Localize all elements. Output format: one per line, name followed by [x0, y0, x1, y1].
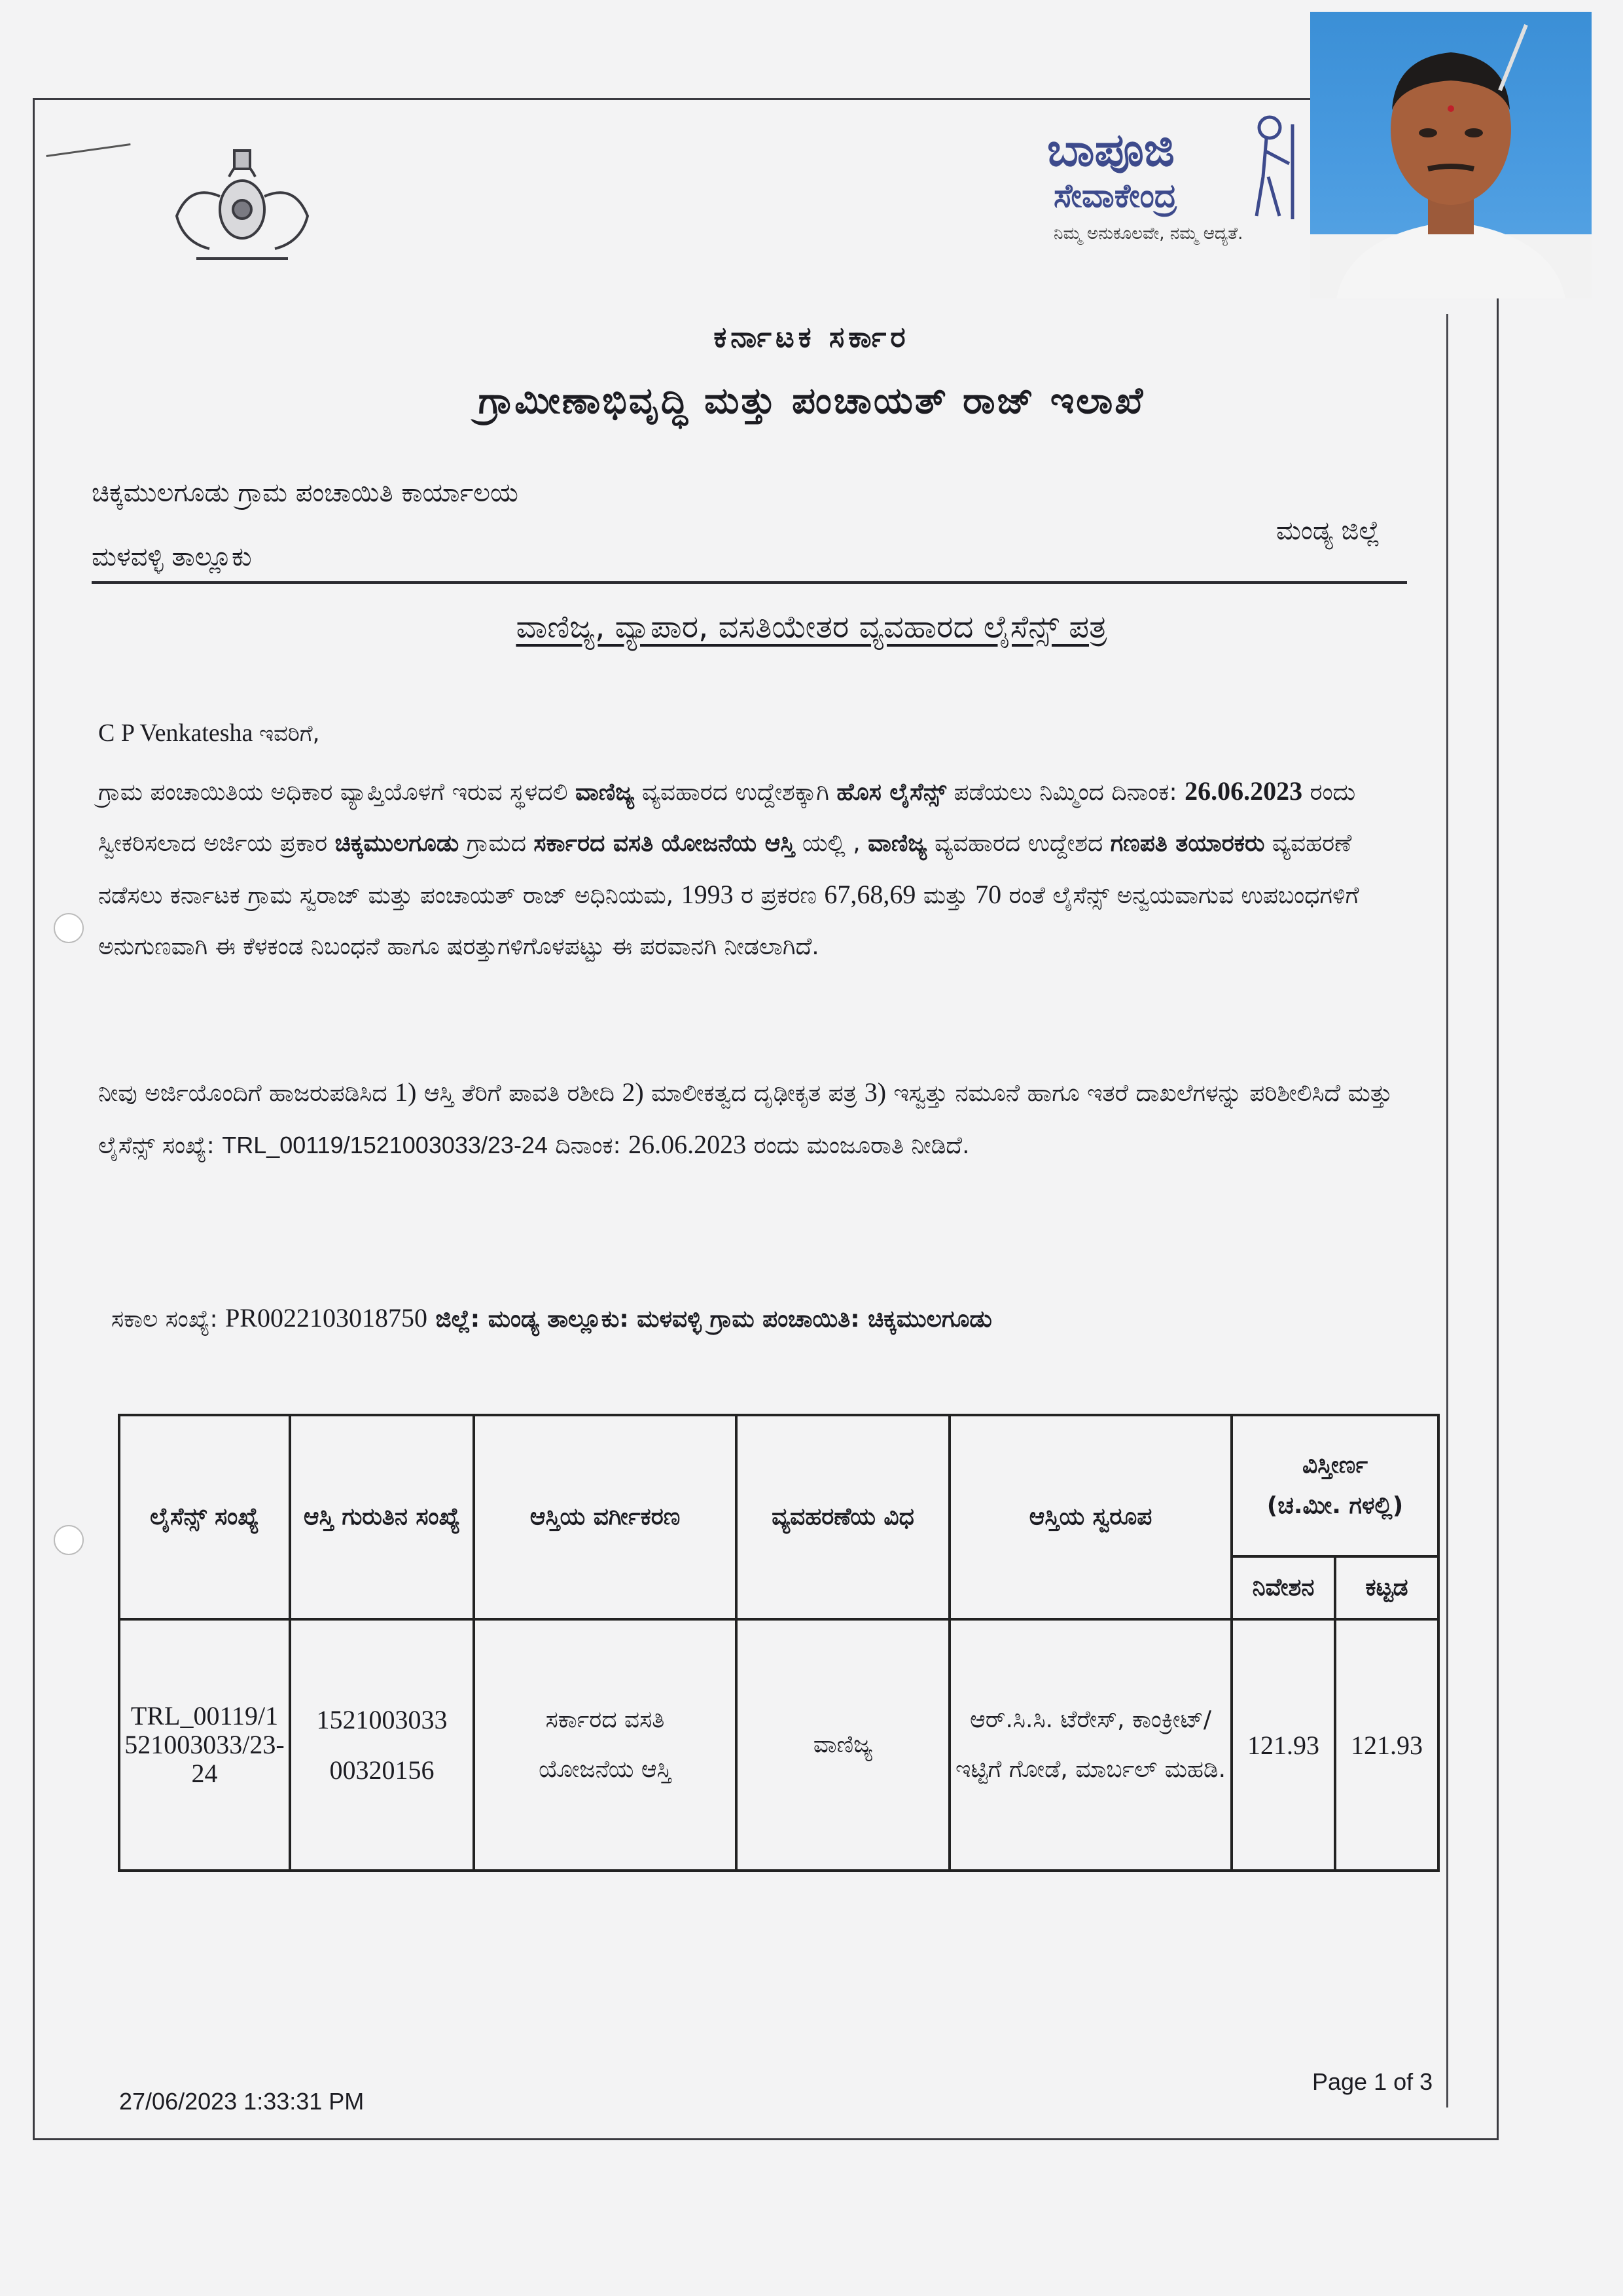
- recipient-name: C P Venkatesha: [98, 719, 253, 747]
- inner-border-line: [1446, 314, 1448, 2108]
- print-timestamp: 27/06/2023 1:33:31 PM: [119, 2088, 365, 2115]
- col-property-id: ಆಸ್ತಿ ಗುರುತಿನ ಸಂಖ್ಯೆ: [290, 1415, 474, 1619]
- page-number: Page 1 of 3: [1312, 2068, 1433, 2095]
- logo-tagline: ನಿಮ್ಮ ಅನುಕೂಲವೇ, ನಮ್ಮ ಆದ್ಯತೆ.: [1054, 224, 1243, 243]
- department-title: ಗ್ರಾಮೀಣಾಭಿವೃದ್ಧಿ ಮತ್ತು ಪಂಚಾಯತ್ ರಾಜ್ ಇಲಾಖೆ: [478, 380, 1145, 422]
- taluk-name: ಮಳವಳ್ಳಿ ತಾಲ್ಲೂಕು: [92, 542, 252, 572]
- cell-trade-type: ವಾಣಿಜ್ಯ: [736, 1619, 950, 1871]
- col-property-nature: ಆಸ್ತಿಯ ಸ್ವರೂಪ: [950, 1415, 1232, 1619]
- license-number: TRL_00119/1521003033/23-24: [222, 1132, 548, 1158]
- table-header-row: [119, 1415, 1438, 1556]
- karnataka-emblem-icon: [157, 137, 327, 268]
- cell-property-nature: ಆರ್.ಸಿ.ಸಿ. ಟೆರೇಸ್, ಕಾಂಕ್ರೀಟ್/ಇಟ್ಟಿಗೆ ಗೋಡೆ, ಮಾರ್ಬಲ್ ಮಹಡಿ.: [950, 1619, 1232, 1871]
- applicant-photo: [1310, 12, 1592, 298]
- sakala-number: PR0022103018750: [225, 1303, 427, 1333]
- cell-site-area: 121.93: [1232, 1619, 1335, 1871]
- cell-classification: ಸರ್ಕಾರದ ವಸತಿ ಯೋಜನೆಯ ಆಸ್ತಿ: [474, 1619, 736, 1871]
- table-row: [119, 1619, 1438, 1871]
- col-trade-type: ವ್ಯವಹರಣೆಯ ವಿಧ: [736, 1415, 950, 1619]
- area-unit: (ಚ.ಮೀ. ಗಳಲ್ಲಿ): [1266, 1492, 1404, 1519]
- certificate-subtitle: ವಾಣಿಜ್ಯ, ವ್ಯಾಪಾರ, ವಸತಿಯೇತರ ವ್ಯವಹಾರದ ಲೈಸೆನ್ಸ್ ಪತ್ರ: [516, 609, 1107, 645]
- salutation: [98, 719, 319, 747]
- cell-property-id: 1521003033 00320156: [290, 1619, 474, 1871]
- license-table: [118, 1414, 1440, 1872]
- header-divider: [92, 581, 1407, 584]
- salutation-suffix: ಇವರಿಗೆ,: [259, 721, 320, 747]
- cell-license-no: TRL_00119/1521003033/23-24: [119, 1619, 290, 1871]
- government-title: ಕರ್ನಾಟಕ ಸರ್ಕಾರ: [713, 321, 910, 354]
- sakala-details: ಸಕಾಲ ಸಂಖ್ಯೆ: PR0022103018750 ಜಿಲ್ಲೆ: ಮಂಡ್ಯ ತಾಲ್ಲೂಕು: ಮಳವಳ್ಳಿ ಗ್ರಾಮ ಪಂಚಾಯಿತಿ: ಚಿಕ್ಕಮುಲಗೂಡು: [111, 1303, 992, 1333]
- col-building: ಕಟ್ಟಡ: [1335, 1556, 1438, 1619]
- body-paragraph-1: ಗ್ರಾಮ ಪಂಚಾಯಿತಿಯ ಅಧಿಕಾರ ವ್ಯಾಪ್ತಿಯೊಳಗೆ ಇರುವ ಸ್ಥಳದಲಿ ವಾಣಿಜ್ಯ ವ್ಯವಹಾರದ ಉದ್ದೇಶಕ್ಕಾಗಿ ಹೊಸ ಲೈಸೆನ್ಸ್ ಪಡೆಯಲು ನಿಮ್ಮಿಂದ ದಿನಾಂಕ: 26.06.2023 ರಂದು ಸ್ವೀಕರಿಸಲಾದ ಅರ್ಜಿಯ ಪ್ರಕಾರ ಚಿಕ್ಕಮುಲಗೂಡು ಗ್ರಾಮದ ಸರ್ಕಾರದ ವಸತಿ ಯೋಜನೆಯ ಆಸ್ತಿ ಯಲ್ಲಿ , ವಾಣಿಜ್ಯ ವ್ಯವಹಾರದ ಉದ್ದೇಶದ ಗಣಪತಿ ತಯಾರಕರು ವ್ಯವಹರಣೆ ನಡೆಸಲು ಕರ್ನಾಟಕ ಗ್ರಾಮ ಸ್ವರಾಜ್ ಮತ್ತು ಪಂಚಾಯತ್ ರಾಜ್ ಅಧಿನಿಯಮ, 1993 ರ ಪ್ರಕರಣ 67,68,69 ಮತ್ತು 70 ರಂತೆ ಲೈಸೆನ್ಸ್ ಅನ್ವಯವಾಗುವ ಉಪಬಂಧಗಳಿಗೆ ಅನುಗುಣವಾಗಿ ಈ ಕೆಳಕಂಡ ನಿಬಂಧನೆ ಹಾಗೂ ಷರತ್ತುಗಳಿಗೊಳಪಟ್ಟು ಈ ಪರವಾನಗಿ ನೀಡಲಾಗಿದೆ.: [98, 776, 1359, 960]
- gandhi-silhouette-icon: [1237, 111, 1309, 223]
- bapuji-seva-kendra-logo: [1041, 111, 1315, 255]
- logo-title: ಬಾಪೂಜಿ: [1047, 123, 1175, 177]
- district-name: ಮಂಡ್ಯ ಜಿಲ್ಲೆ: [1276, 516, 1380, 546]
- col-site: ನಿವೇಶನ: [1232, 1556, 1335, 1619]
- application-date: 26.06.2023: [1185, 776, 1303, 806]
- sanction-date: 26.06.2023: [628, 1130, 747, 1159]
- punch-hole: [54, 913, 84, 943]
- logo-subtitle: ಸೇವಾಕೇಂದ್ರ: [1054, 177, 1177, 215]
- punch-hole: [54, 1525, 84, 1555]
- col-classification: ಆಸ್ತಿಯ ವರ್ಗೀಕರಣ: [474, 1415, 736, 1619]
- office-name: ಚಿಕ್ಕಮುಲಗೂಡು ಗ್ರಾಮ ಪಂಚಾಯಿತಿ ಕಾರ್ಯಾಲಯ: [92, 478, 518, 508]
- col-license-no: ಲೈಸೆನ್ಸ್ ಸಂಖ್ಯೆ: [119, 1415, 290, 1619]
- cell-building-area: 121.93: [1335, 1619, 1438, 1871]
- body-paragraph-2: ನೀವು ಅರ್ಜಿಯೊಂದಿಗೆ ಹಾಜರುಪಡಿಸಿದ 1) ಆಸ್ತಿ ತೆರಿಗೆ ಪಾವತಿ ರಶೀದಿ 2) ಮಾಲೀಕತ್ವದ ದೃಢೀಕೃತ ಪತ್ರ 3) ಇಸ್ವತ್ತು ನಮೂನೆ ಹಾಗೂ ಇತರೆ ದಾಖಲೆಗಳನ್ನು ಪರಿಶೀಲಿಸಿದೆ ಮತ್ತು ಲೈಸೆನ್ಸ್ ಸಂಖ್ಯೆ: TRL_00119/1521003033/23-24 ದಿನಾಂಕ: 26.06.2023 ರಂದು ಮಂಜೂರಾತಿ ನೀಡಿದೆ.: [98, 1077, 1393, 1159]
- area-label: ವಿಸ್ತೀರ್ಣ: [1302, 1452, 1368, 1479]
- col-area: [1232, 1415, 1438, 1556]
